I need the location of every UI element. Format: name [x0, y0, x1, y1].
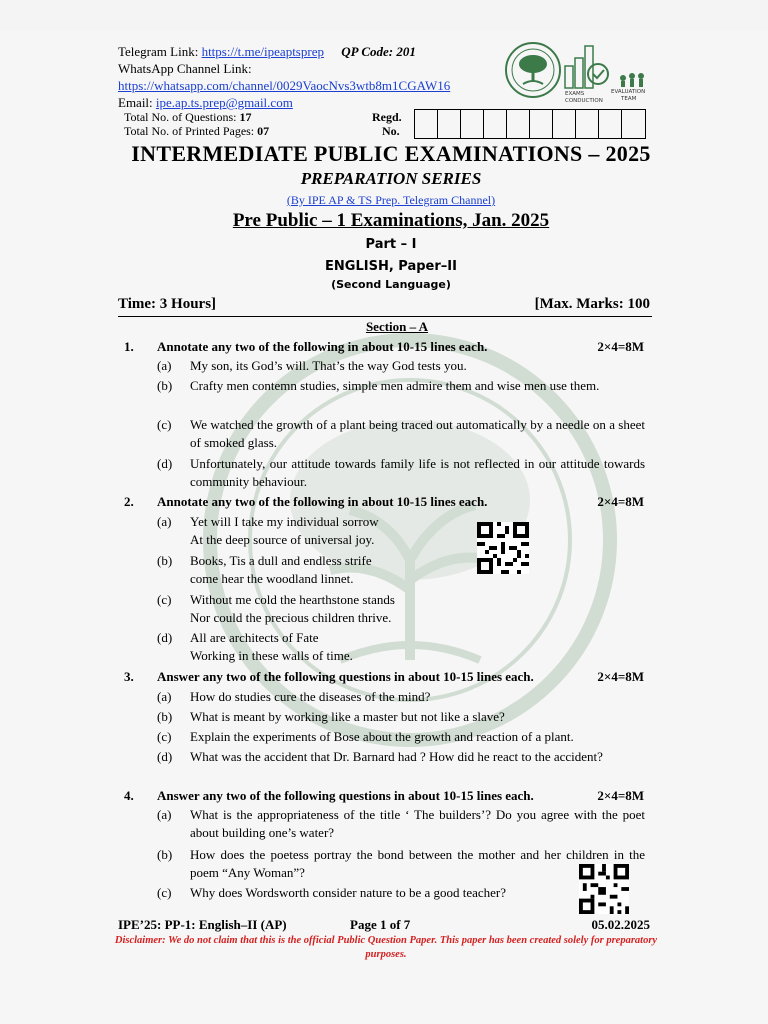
- poem-line: Working in these walls of time.: [190, 648, 353, 663]
- option-label: (b): [157, 847, 173, 862]
- part-label: Part – I: [365, 237, 417, 252]
- option-label: (a): [157, 689, 172, 704]
- option-text: [190, 552, 645, 588]
- question-marks: 2×4=8M: [597, 788, 644, 803]
- option-text: Explain the experiments of Bose about the growth and reaction of a plant.: [190, 729, 574, 744]
- option-label: (b): [157, 709, 173, 724]
- question-text: Annotate any two of the following in about 10-15 lines each.: [157, 339, 488, 354]
- question-text: Answer any two of the following questions in about 10-15 lines each.: [157, 669, 534, 684]
- option-label: (c): [157, 885, 172, 900]
- regd-digit-box[interactable]: [484, 110, 507, 138]
- email-link[interactable]: ipe.ap.ts.prep@gmail.com: [155, 95, 293, 110]
- question-marks: 2×4=8M: [597, 669, 644, 684]
- option-label: (a): [157, 514, 172, 529]
- pages-label: Total No. of Printed Pages:: [124, 124, 255, 138]
- poem-line: Nor could the precious children thrive.: [190, 610, 392, 625]
- regd-digit-box[interactable]: [530, 110, 553, 138]
- option-text: Crafty men contemn studies, simple men admire them and wise men use them.: [190, 378, 600, 393]
- poem-line: Without me cold the hearthstone stands: [190, 592, 395, 607]
- pages-count: 07: [257, 124, 270, 138]
- series-title: PREPARATION SERIES: [300, 169, 482, 188]
- whatsapp-label: WhatsApp Channel Link:: [118, 61, 252, 76]
- question-number: 3.: [124, 669, 134, 684]
- regd-digit-box[interactable]: [507, 110, 530, 138]
- footer-paper-id: IPE’25: PP-1: English–II (AP): [118, 917, 287, 932]
- by-channel: (By IPE AP & TS Prep. Telegram Channel): [286, 193, 496, 207]
- poem-line: come hear the woodland linnet.: [190, 571, 354, 586]
- option-label: (d): [157, 749, 173, 764]
- option-text: How does the poetess portray the bond between the mother and her children in the poem “Any Woman”?: [190, 847, 645, 880]
- footer-date: 05.02.2025: [591, 917, 650, 932]
- telegram-link[interactable]: https://t.me/ipeaptsprep: [201, 44, 324, 59]
- footer-page-number: Page 1 of 7: [350, 917, 411, 932]
- telegram-label: Telegram Link:: [118, 44, 199, 59]
- option-text: We watched the growth of a plant being traced out automatically by a needle on a sheet of smoked glass.: [190, 417, 645, 450]
- section-heading: Section – A: [365, 319, 429, 334]
- option-text: [190, 629, 645, 665]
- question-number: 4.: [124, 788, 134, 803]
- option-label: (d): [157, 630, 173, 645]
- option-text: Unfortunately, our attitude towards family life is not reflected in our attitude towards community behaviour.: [190, 456, 645, 489]
- language-label: (Second Language): [331, 278, 451, 291]
- regd-digit-box[interactable]: [438, 110, 461, 138]
- option-label: (d): [157, 456, 173, 471]
- option-text: [190, 513, 645, 549]
- email-label: Email:: [118, 95, 153, 110]
- total-questions: [124, 111, 251, 124]
- exam-title: INTERMEDIATE PUBLIC EXAMINATIONS – 2025: [131, 141, 651, 166]
- email-line: [118, 95, 293, 110]
- question-marks: 2×4=8M: [597, 339, 644, 354]
- time-allowed: Time: 3 Hours]: [118, 296, 217, 312]
- option-text: What is the appropriateness of the title ‘ The builders’? Do you agree with the poet about building one’s water?: [190, 807, 645, 840]
- whatsapp-link[interactable]: https://whatsapp.com/channel/0029VaocNvs3wtb8m1CGAW16: [118, 78, 451, 93]
- questions-count: 17: [239, 110, 252, 124]
- regd-digit-box[interactable]: [622, 110, 645, 138]
- option-label: (c): [157, 729, 172, 744]
- option-label: (c): [157, 417, 172, 432]
- qr-code[interactable]: [477, 522, 529, 574]
- option-text: How do studies cure the diseases of the mind?: [190, 689, 431, 704]
- option-text: What is meant by working like a master but not like a slave?: [190, 709, 505, 724]
- option-label: (c): [157, 592, 172, 607]
- telegram-line: [118, 44, 416, 59]
- option-text: [190, 591, 645, 627]
- questions-label: Total No. of Questions:: [124, 110, 237, 124]
- logo-evaluation-text: EVALUATION: [611, 89, 646, 95]
- max-marks: [Max. Marks: 100: [534, 296, 650, 312]
- logo-exams-text: EXAMS: [565, 91, 585, 97]
- poem-line: Books, Tis a dull and endless strife: [190, 553, 372, 568]
- logo-conduction-text: CONDUCTION: [565, 98, 603, 104]
- poem-line: At the deep source of universal joy.: [190, 532, 375, 547]
- option-text: What was the accident that Dr. Barnard had ? How did he react to the accident?: [190, 749, 603, 764]
- regd-digit-box[interactable]: [553, 110, 576, 138]
- question-text: Annotate any two of the following in about 10-15 lines each.: [157, 494, 488, 509]
- question-marks: 2×4=8M: [597, 494, 644, 509]
- option-label: (a): [157, 358, 172, 373]
- poem-line: Yet will I take my individual sorrow: [190, 514, 379, 529]
- exam-board-logo: [503, 40, 653, 104]
- qp-code: QP Code: 201: [341, 44, 416, 59]
- logo-team-text: TEAM: [621, 96, 637, 102]
- option-label: (b): [157, 378, 173, 393]
- regd-digit-box[interactable]: [576, 110, 599, 138]
- registration-number-boxes[interactable]: [414, 109, 646, 139]
- option-text: My son, its God’s will. That’s the way God tests you.: [190, 358, 467, 373]
- regd-digit-box[interactable]: [461, 110, 484, 138]
- disclaimer: Disclaimer: We do not claim that this is the official Public Question Paper. This paper has been created solely for preparatory purposes.: [114, 935, 658, 960]
- regd-digit-box[interactable]: [415, 110, 438, 138]
- qr-code[interactable]: [579, 864, 629, 914]
- subject-label: ENGLISH, Paper–II: [325, 259, 457, 274]
- total-pages: [124, 125, 269, 138]
- option-label: (b): [157, 553, 173, 568]
- no-label: No.: [382, 124, 400, 138]
- option-text: Why does Wordsworth consider nature to be a good teacher?: [190, 885, 507, 900]
- regd-digit-box[interactable]: [599, 110, 622, 138]
- question-number: 2.: [124, 494, 134, 509]
- question-text: Answer any two of the following questions in about 10-15 lines each.: [157, 788, 534, 803]
- poem-line: All are architects of Fate: [190, 630, 319, 645]
- question-number: 1.: [124, 339, 134, 354]
- exam-name: Pre Public – 1 Examinations, Jan. 2025: [232, 210, 550, 231]
- divider: [118, 316, 652, 317]
- regd-label: Regd.: [372, 110, 402, 124]
- option-label: (a): [157, 807, 172, 822]
